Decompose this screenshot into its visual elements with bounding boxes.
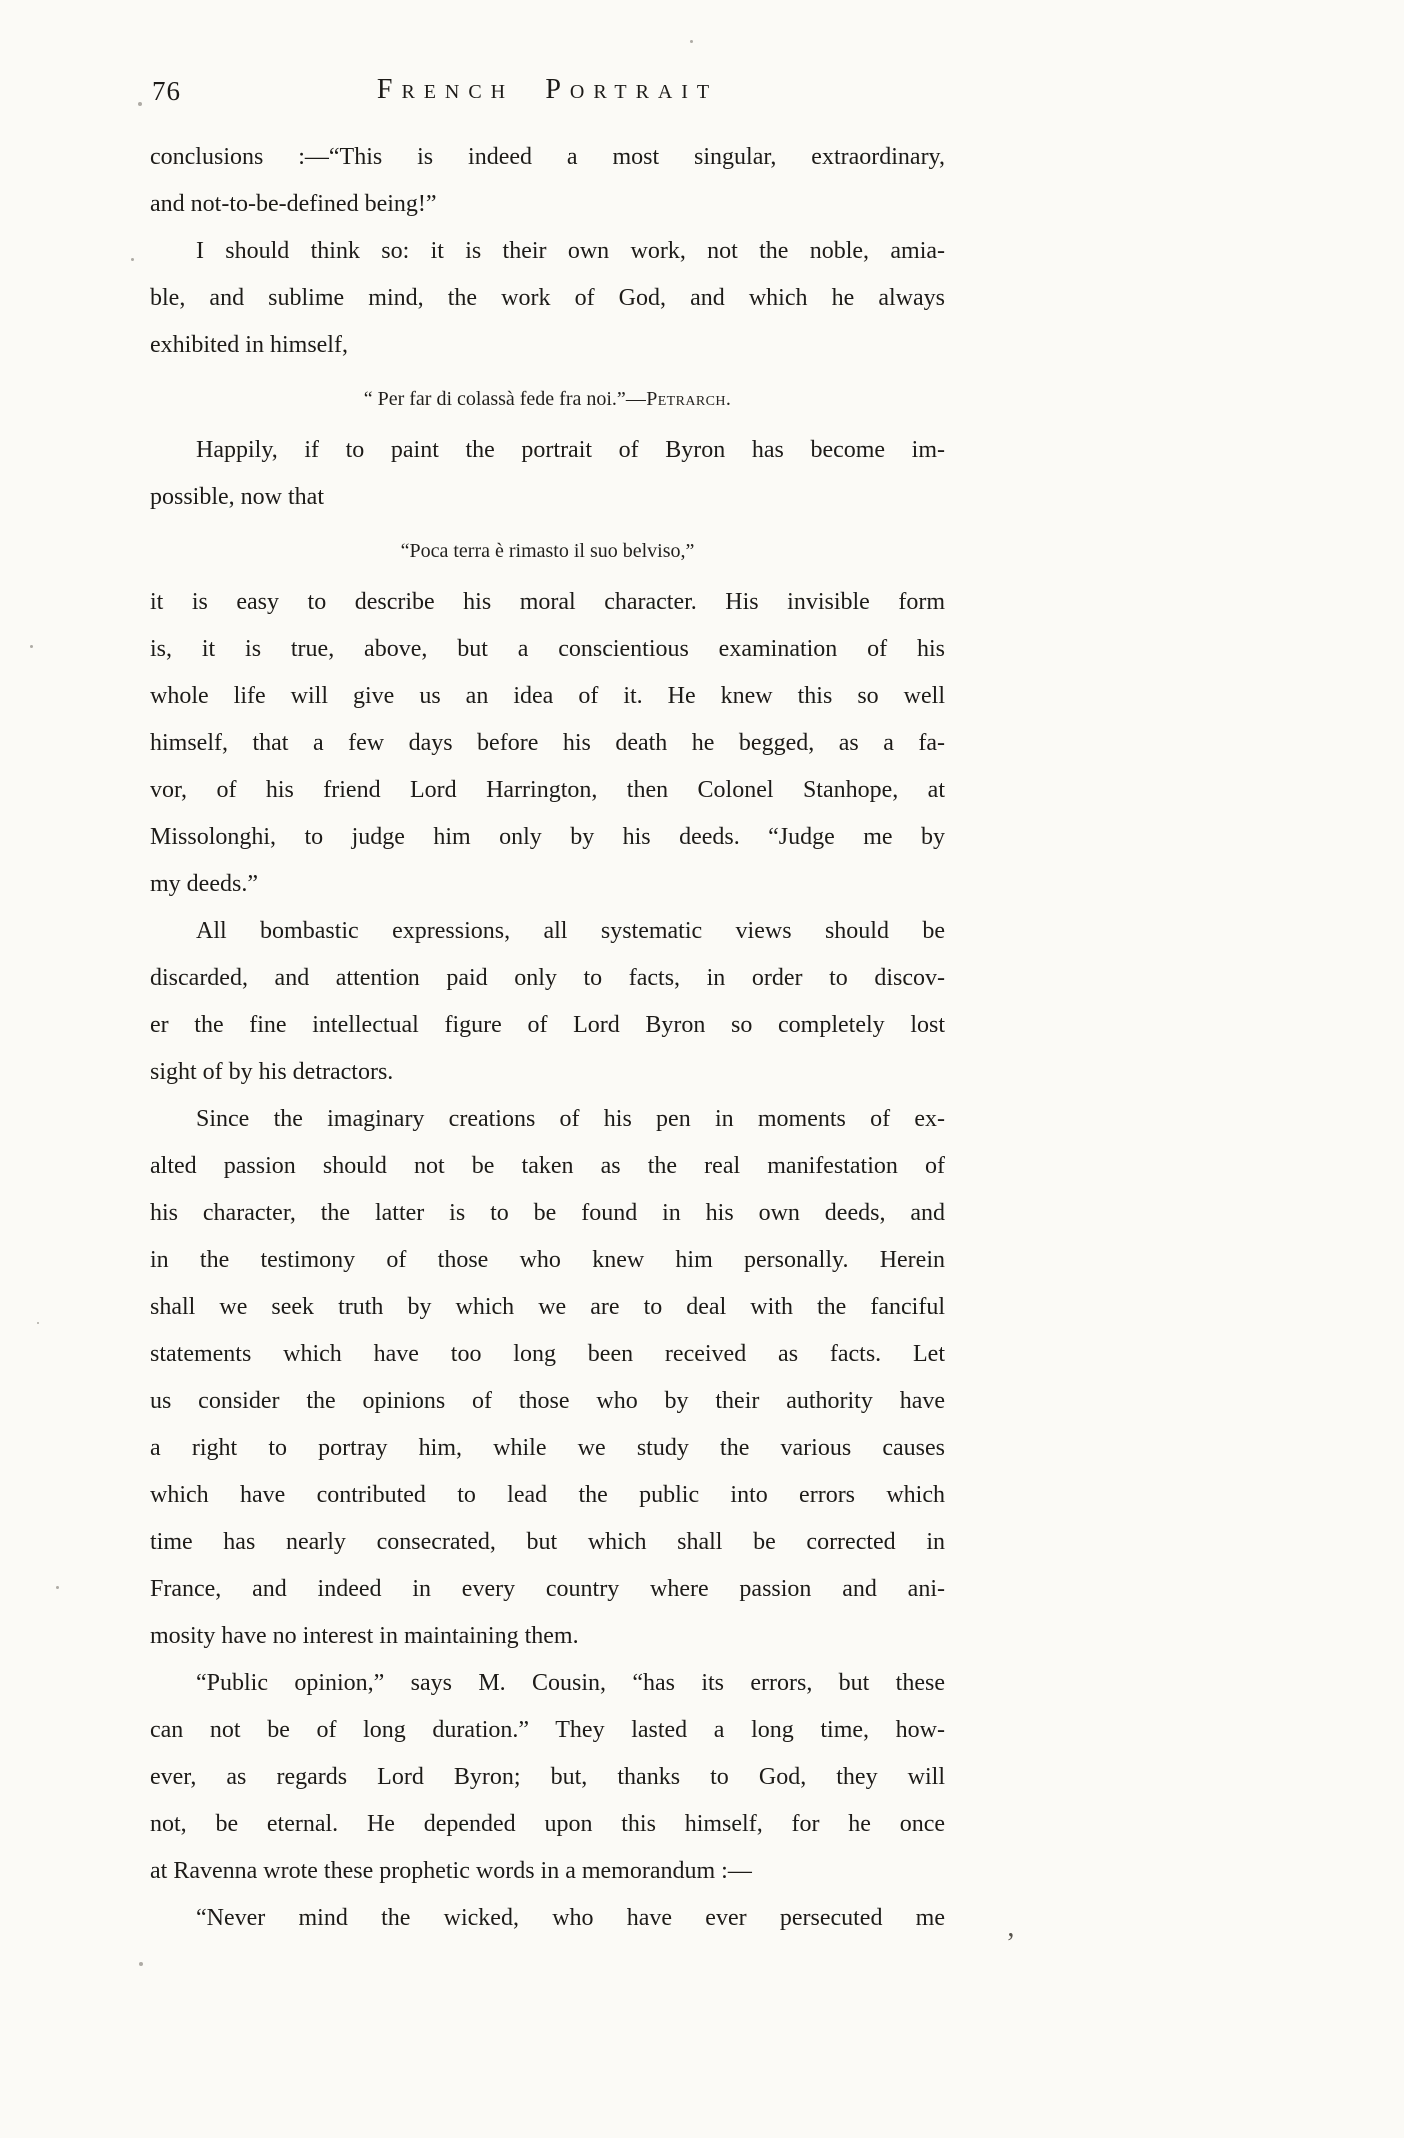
text-line: exhibited in himself,	[150, 332, 348, 358]
scan-speck	[37, 1322, 39, 1324]
scan-speck	[690, 40, 693, 43]
text-line: us consider the opinions of those who by their authority have	[150, 1388, 945, 1414]
text-line: “Never mind the wicked, who have ever persecuted me	[196, 1905, 945, 1931]
text-line: sight of by his detractors.	[150, 1059, 394, 1085]
quote-attribution: —Petrarch.	[625, 388, 732, 410]
scan-speck	[56, 1586, 59, 1589]
text-line: All bombastic expressions, all systematic views should be	[196, 918, 945, 944]
scan-speck	[139, 1962, 143, 1966]
text-line: vor, of his friend Lord Harrington, then Colonel Stanhope, at	[150, 777, 945, 803]
paragraph	[150, 134, 945, 228]
text-body	[150, 134, 945, 1942]
text-line: ever, as regards Lord Byron; but, thanks to God, they will	[150, 1764, 945, 1790]
text-line: at Ravenna wrote these prophetic words in a memorandum :—	[150, 1858, 752, 1884]
text-line: which have contributed to lead the public into errors which	[150, 1482, 945, 1508]
text-line: France, and indeed in every country where passion and ani-	[150, 1576, 945, 1602]
text-line: it is easy to describe his moral character. His invisible form	[150, 589, 945, 615]
scan-speck	[131, 258, 134, 261]
text-line: Happily, if to paint the portrait of Byron has become im-	[196, 437, 945, 463]
text-line: Missolonghi, to judge him only by his deeds. “Judge me by	[150, 824, 945, 850]
paragraph	[150, 1096, 945, 1660]
paragraph	[150, 1895, 945, 1942]
text-line: whole life will give us an idea of it. He knew this so well	[150, 683, 945, 709]
scan-speck	[138, 102, 142, 106]
text-line: “Public opinion,” says M. Cousin, “has its errors, but these	[196, 1670, 945, 1696]
paragraph	[150, 228, 945, 369]
text-line: can not be of long duration.” They lasted a long time, how-	[150, 1717, 945, 1743]
text-line: not, be eternal. He depended upon this himself, for he once	[150, 1811, 945, 1837]
text-line: ble, and sublime mind, the work of God, and which he always	[150, 285, 945, 311]
text-line: I should think so: it is their own work, not the noble, amia-	[196, 238, 945, 264]
paragraph	[150, 427, 945, 521]
quote-text: “Poca terra è rimasto il suo belviso,”	[400, 540, 695, 562]
text-line: mosity have no interest in maintaining them.	[150, 1623, 579, 1649]
paragraph	[150, 579, 945, 908]
running-head	[150, 74, 945, 112]
text-line: alted passion should not be taken as the real manifestation of	[150, 1153, 945, 1179]
text-line: and not-to-be-defined being!”	[150, 191, 437, 217]
text-line: is, it is true, above, but a conscientious examination of his	[150, 636, 945, 662]
text-line: himself, that a few days before his death he begged, as a fa-	[150, 730, 945, 756]
text-line: conclusions :—“This is indeed a most singular, extraordinary,	[150, 144, 945, 170]
text-line: Since the imaginary creations of his pen in moments of ex-	[196, 1106, 945, 1132]
text-line: my deeds.”	[150, 871, 258, 897]
page-header-title: French Portrait	[376, 74, 719, 105]
text-line: shall we seek truth by which we are to deal with the fanciful	[150, 1294, 945, 1320]
page-number: 76	[152, 76, 181, 106]
text-line: er the fine intellectual figure of Lord Byron so completely lost	[150, 1012, 945, 1038]
text-line: statements which have too long been received as facts. Let	[150, 1341, 945, 1367]
text-line: discarded, and attention paid only to facts, in order to discov-	[150, 965, 945, 991]
verse-quote	[150, 384, 945, 414]
paragraph	[150, 908, 945, 1096]
scan-artifact-quote: ’	[1006, 1928, 1016, 1959]
verse-quote	[150, 536, 945, 566]
text-line: a right to portray him, while we study the various causes	[150, 1435, 945, 1461]
text-line: in the testimony of those who knew him personally. Herein	[150, 1247, 945, 1273]
paragraph	[150, 1660, 945, 1895]
scan-speck	[30, 645, 33, 648]
text-line: time has nearly consecrated, but which shall be corrected in	[150, 1529, 945, 1555]
quote-text: “ Per far di colassà fede fra noi.”	[363, 388, 626, 410]
text-line: his character, the latter is to be found in his own deeds, and	[150, 1200, 945, 1226]
text-line: possible, now that	[150, 484, 324, 510]
